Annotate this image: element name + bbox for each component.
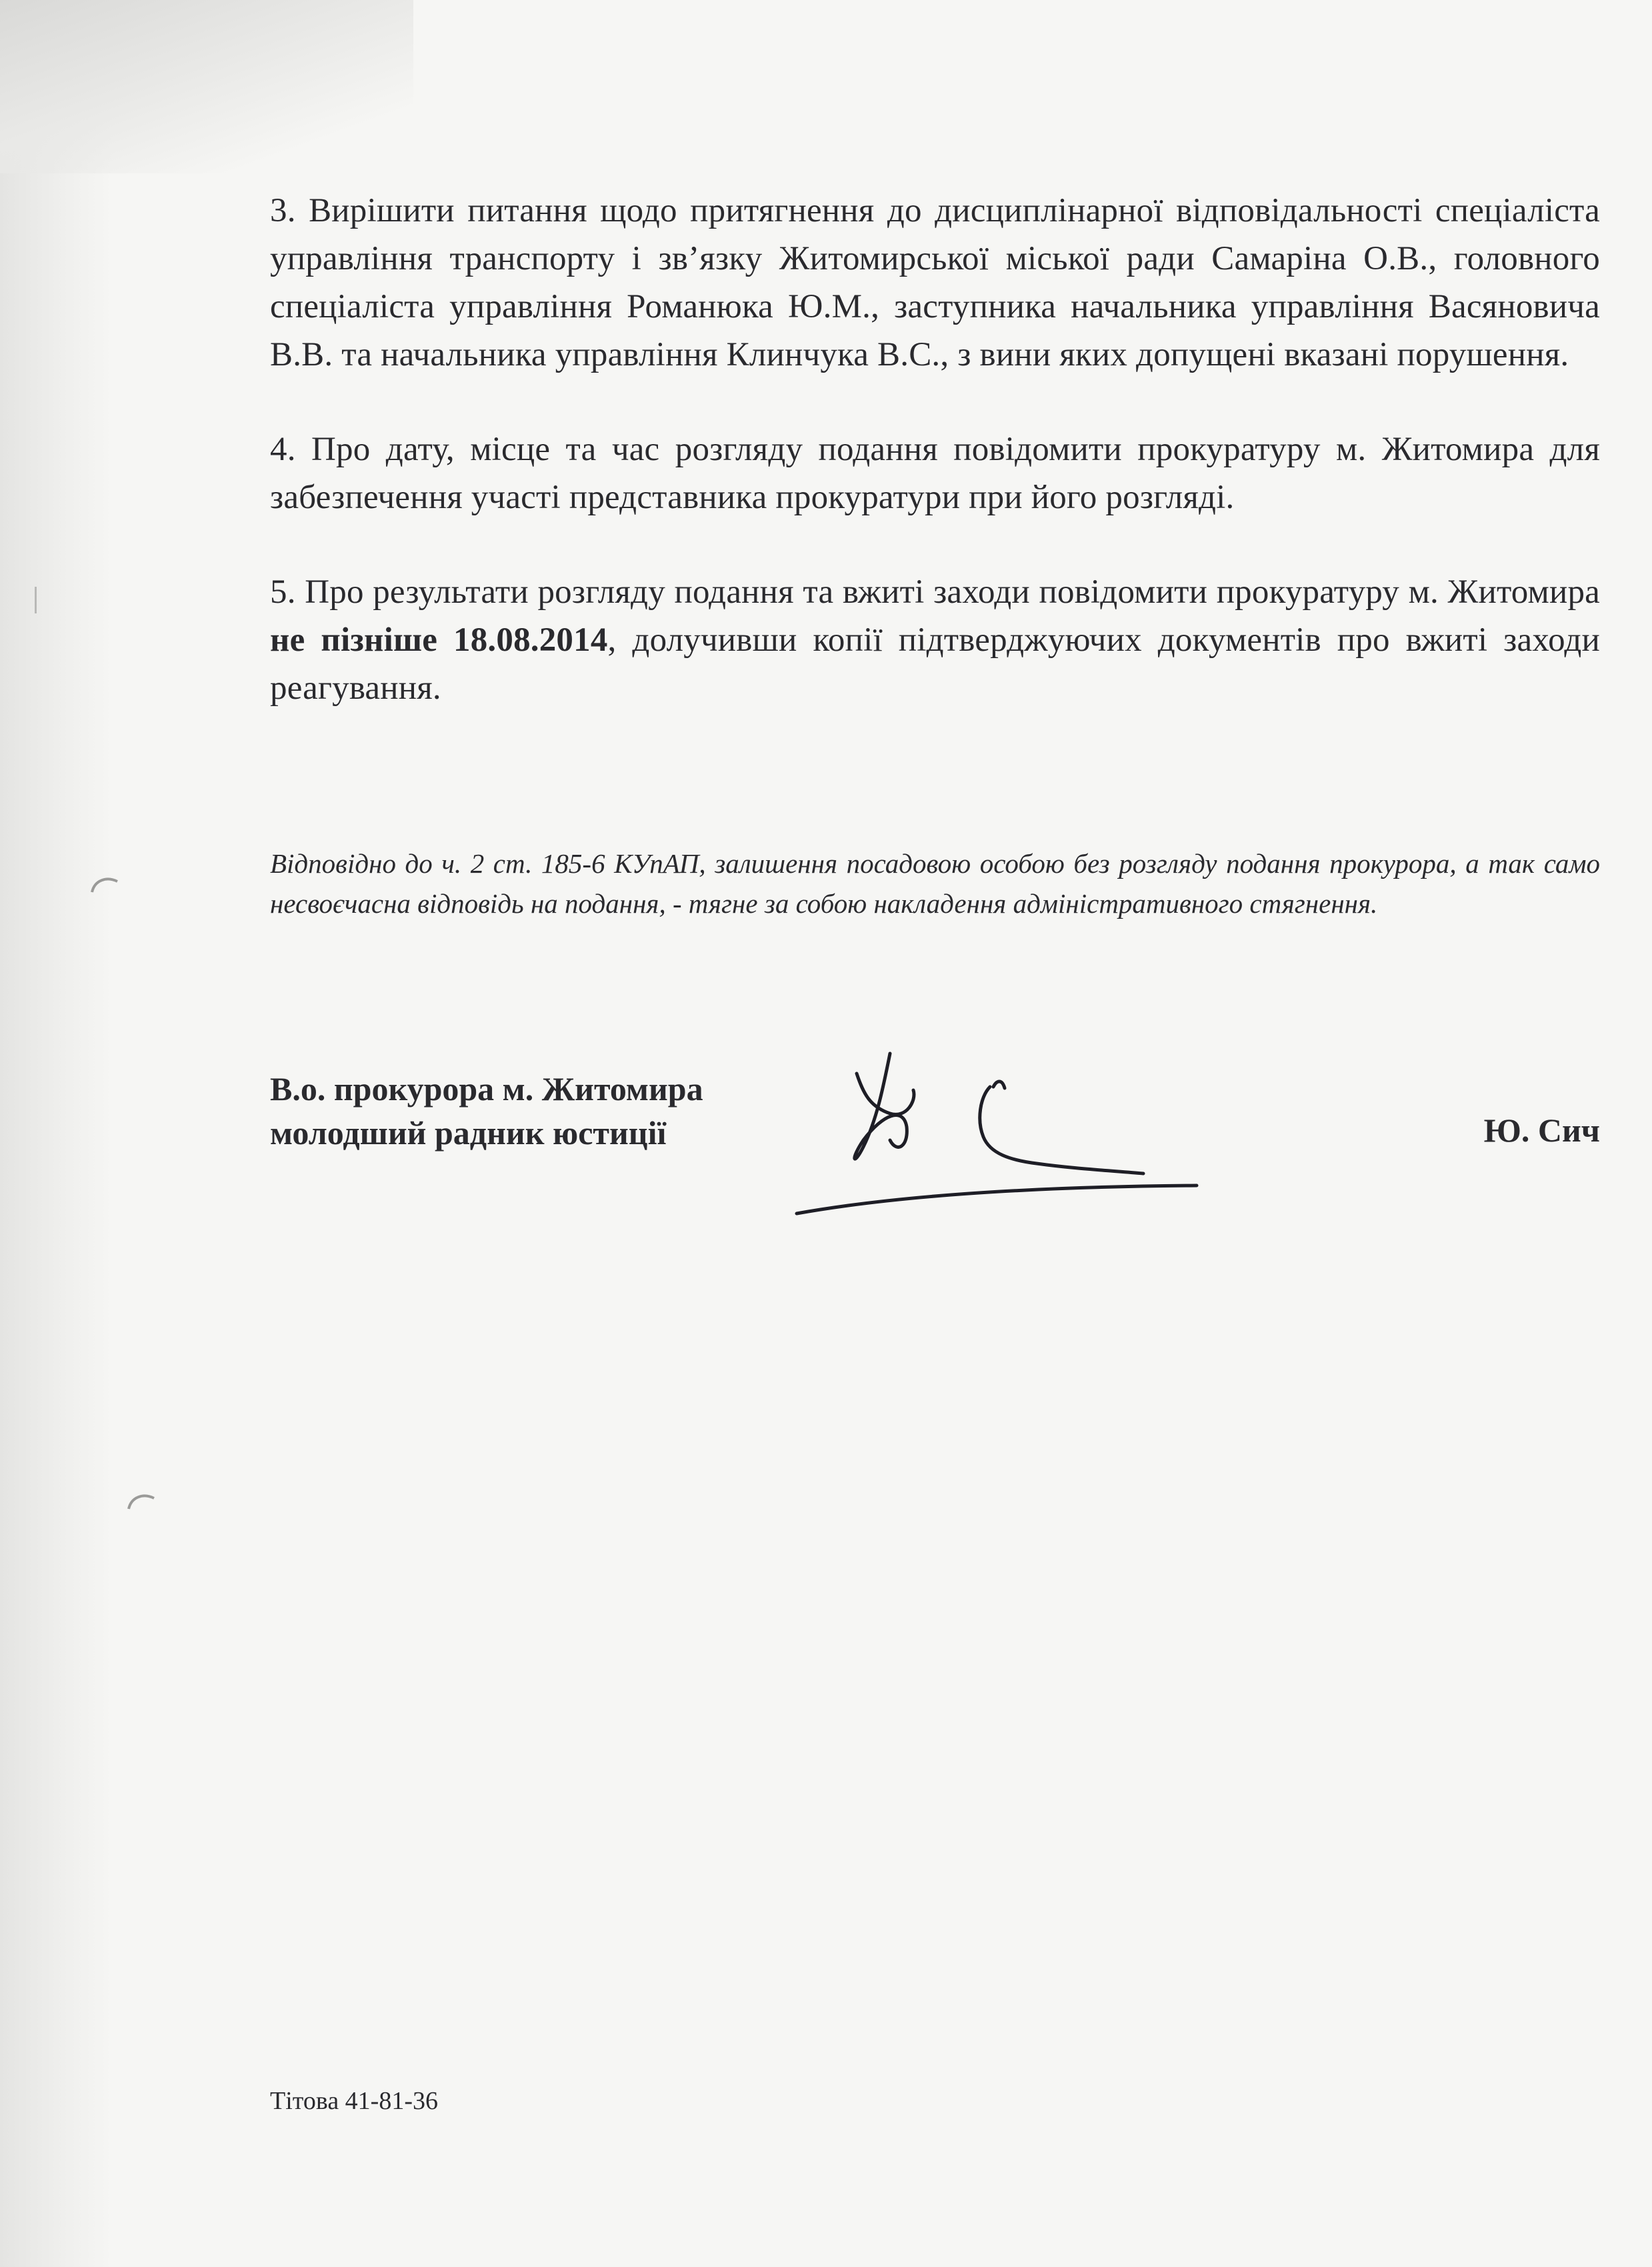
document-body (270, 187, 1600, 759)
paragraph-5-text-end: , долучивши копії підтверджуючих документів про вжиті заходи реагування. (270, 621, 1600, 707)
signatory-position (270, 1067, 703, 1155)
punch-hole-mark (87, 867, 127, 907)
signatory-position-line2: молодший радник юстиції (270, 1114, 667, 1152)
paragraph-4: 4. Про дату, місце та час розгляду подання повідомити прокуратуру м. Житомира для забезпечення участі представника прокуратури при його розгляді. (270, 431, 1600, 516)
signatory-name: Ю. Сич (1483, 1111, 1600, 1149)
handwritten-signature (790, 1027, 1270, 1240)
scan-mark (35, 587, 37, 613)
legal-notice-text: Відповідно до ч. 2 ст. 185-6 КУпАП, залишення посадовою особою без розгляду подання прокурора, а так само несвоєчасна відповідь на подання, - тягне за собою накладення адміністративного стягнення. (270, 848, 1600, 919)
paragraph-5 (270, 568, 1600, 712)
legal-notice (270, 843, 1600, 923)
scan-left-shadow (0, 0, 113, 2267)
executor-contact: Тітова 41-81-36 (270, 2087, 438, 2115)
punch-hole-mark (123, 1484, 163, 1524)
signature-block (270, 1067, 1600, 1267)
scan-top-edge (0, 0, 413, 173)
paragraph-5-text: 5. Про результати розгляду подання та вжиті заходи повідомити прокуратуру м. Житомира (270, 573, 1600, 611)
deadline-text: не пізніше 18.08.2014 (270, 621, 608, 659)
signatory-position-line1: В.о. прокурора м. Житомира (270, 1070, 703, 1107)
paragraph-3: 3. Вирішити питання щодо притягнення до дисциплінарної відповідальності спеціаліста управління транспорту і зв’язку Житомирської міської ради Самаріна О.В., головного спеціаліста управління Романюка Ю.М., заступника начальника управління Васяновича В.В. та начальника управління Клинчука В.С., з вини яких допущені вказані порушення. (270, 192, 1600, 373)
